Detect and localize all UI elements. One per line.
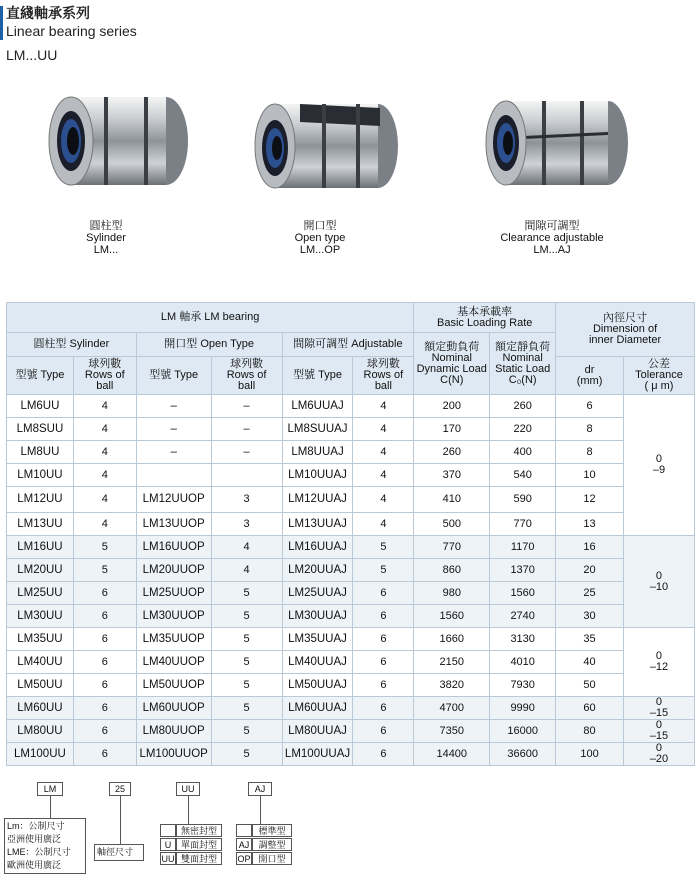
cell-sylinder-rows: 4: [73, 464, 136, 487]
product-clearance-adjustable: [462, 86, 642, 256]
cell-adjustable-rows: 4: [353, 487, 414, 513]
rows-en1: Rows of: [84, 369, 125, 381]
cell-static-load: 590: [490, 487, 556, 513]
type-code: AJ: [236, 838, 252, 851]
header-type: 型號 Type: [7, 357, 74, 395]
header-type: 型號 Type: [282, 357, 353, 395]
table-row: [7, 743, 695, 766]
cell-dynamic-load: 980: [414, 582, 490, 605]
cell-adjustable-type: LM25UUAJ: [282, 582, 353, 605]
seal-desc: 單面封型: [176, 838, 222, 851]
product-name-cn: 間隙可調型: [524, 220, 580, 232]
cell-tolerance: [623, 720, 694, 743]
cell-open-rows: 5: [211, 651, 282, 674]
type-code: [236, 824, 252, 837]
cell-dynamic-load: 500: [414, 513, 490, 536]
cell-tolerance: [623, 697, 694, 720]
group-dimension: [556, 303, 695, 357]
table-row: [7, 487, 695, 513]
tolerance-lower: –15: [649, 730, 669, 742]
cell-sylinder-type: LM8UU: [7, 441, 74, 464]
header-rows: [211, 357, 282, 395]
cell-sylinder-type: LM12UU: [7, 487, 74, 513]
cell-tolerance: [623, 536, 694, 628]
product-sylinder: [16, 86, 196, 256]
cell-sylinder-rows: 5: [73, 536, 136, 559]
cell-sylinder-rows: 6: [73, 605, 136, 628]
tol-en: Tolerance: [635, 369, 683, 381]
cell-adjustable-rows: 6: [353, 697, 414, 720]
cell-dynamic-load: 1660: [414, 628, 490, 651]
header-rows: [73, 357, 136, 395]
cell-open-rows: 5: [211, 720, 282, 743]
connector-line: [120, 796, 121, 844]
tolerance-lower: –20: [649, 753, 669, 765]
dyn-cn: 額定動負荷: [424, 340, 480, 353]
cell-dynamic-load: 770: [414, 536, 490, 559]
cell-open-rows: –: [211, 395, 282, 418]
cell-adjustable-type: LM80UUAJ: [282, 720, 353, 743]
table-row: [7, 513, 695, 536]
cell-open-rows: 5: [211, 605, 282, 628]
cell-adjustable-type: LM40UUAJ: [282, 651, 353, 674]
cell-inner-diameter: 25: [556, 582, 624, 605]
table-row: [7, 464, 695, 487]
cell-sylinder-rows: 4: [73, 513, 136, 536]
cell-open-rows: 5: [211, 743, 282, 766]
cell-static-load: 3130: [490, 628, 556, 651]
cell-open-rows: 3: [211, 487, 282, 513]
cell-sylinder-rows: 6: [73, 720, 136, 743]
size-explanation: 軸徑尺寸: [94, 844, 144, 861]
cell-sylinder-rows: 4: [73, 395, 136, 418]
tolerance-lower: –12: [649, 661, 669, 673]
header-rows: [353, 357, 414, 395]
model-series: LM...UU: [6, 47, 58, 63]
cell-sylinder-rows: 4: [73, 487, 136, 513]
cell-static-load: 2740: [490, 605, 556, 628]
rows-en1: Rows of: [226, 369, 267, 381]
cell-static-load: 1170: [490, 536, 556, 559]
table-row: [7, 605, 695, 628]
product-name-en: Clearance adjustable: [500, 232, 604, 244]
tag-uu: UU: [176, 782, 200, 796]
connector-line: [50, 796, 51, 818]
cell-sylinder-type: LM13UU: [7, 513, 74, 536]
model-code-legend: [0, 782, 700, 882]
cell-adjustable-rows: 6: [353, 674, 414, 697]
cell-tolerance: [623, 395, 694, 536]
connector-line: [188, 796, 189, 824]
group-load-en: Basic Loading Rate: [436, 316, 533, 329]
header-static-load: [490, 333, 556, 395]
header-tolerance: [623, 357, 694, 395]
seal-code: [160, 824, 176, 837]
cell-inner-diameter: 40: [556, 651, 624, 674]
cell-open-type: LM12UUOP: [136, 487, 211, 513]
rows-cn: 球列數: [366, 358, 400, 370]
cell-open-type: LM50UUOP: [136, 674, 211, 697]
cell-static-load: 260: [490, 395, 556, 418]
cell-inner-diameter: 13: [556, 513, 624, 536]
cell-inner-diameter: 50: [556, 674, 624, 697]
header-dynamic-load: [414, 333, 490, 395]
table-row: [7, 536, 695, 559]
cell-adjustable-type: LM35UUAJ: [282, 628, 353, 651]
cell-sylinder-rows: 6: [73, 651, 136, 674]
rows-en1: Rows of: [363, 369, 404, 381]
tolerance-upper: 0: [655, 742, 663, 754]
lm-line: 歐洲使用廣泛: [7, 860, 62, 870]
cell-inner-diameter: 12: [556, 487, 624, 513]
table-row: [7, 674, 695, 697]
tolerance-lower: –15: [649, 707, 669, 719]
cell-dynamic-load: 4700: [414, 697, 490, 720]
cell-sylinder-type: LM25UU: [7, 582, 74, 605]
cell-sylinder-type: LM30UU: [7, 605, 74, 628]
cell-adjustable-rows: 4: [353, 395, 414, 418]
cell-open-type: LM100UUOP: [136, 743, 211, 766]
cell-static-load: 220: [490, 418, 556, 441]
product-code: LM...AJ: [533, 244, 571, 256]
cell-adjustable-type: LM10UUAJ: [282, 464, 353, 487]
cell-sylinder-type: LM100UU: [7, 743, 74, 766]
cell-inner-diameter: 80: [556, 720, 624, 743]
seal-desc: 雙面封型: [176, 852, 222, 865]
group-basic-loading: [414, 303, 556, 333]
table-row: [7, 628, 695, 651]
seal-code: UU: [161, 854, 175, 864]
cell-adjustable-type: LM100UUAJ: [282, 743, 353, 766]
cell-sylinder-rows: 6: [73, 674, 136, 697]
cell-sylinder-type: LM35UU: [7, 628, 74, 651]
header-type: 型號 Type: [136, 357, 211, 395]
sta-en1: Nominal: [502, 351, 543, 364]
sta-en2: Static Load: [495, 362, 551, 375]
product-open-type: [230, 86, 410, 256]
cell-dynamic-load: 410: [414, 487, 490, 513]
dyn-en1: Nominal: [431, 351, 472, 364]
cell-dynamic-load: 3820: [414, 674, 490, 697]
cell-open-rows: 3: [211, 513, 282, 536]
cell-adjustable-rows: 5: [353, 559, 414, 582]
product-name-cn: 開口型: [303, 220, 337, 232]
tolerance-upper: 0: [655, 569, 663, 582]
sub-open: 開口型 Open Type: [136, 333, 282, 357]
cell-adjustable-type: LM12UUAJ: [282, 487, 353, 513]
cell-open-type: [136, 464, 211, 487]
page-header: [6, 4, 137, 64]
cell-dynamic-load: 1560: [414, 605, 490, 628]
cell-open-rows: 5: [211, 628, 282, 651]
cell-adjustable-type: LM16UUAJ: [282, 536, 353, 559]
cell-inner-diameter: 6: [556, 395, 624, 418]
cell-adjustable-rows: 5: [353, 536, 414, 559]
cell-tolerance: [623, 743, 694, 766]
cell-adjustable-type: LM50UUAJ: [282, 674, 353, 697]
lm-line: LME：公制尺寸: [7, 847, 71, 857]
table-row: [7, 418, 695, 441]
sta-cn: 額定靜負荷: [495, 340, 551, 353]
cell-inner-diameter: 100: [556, 743, 624, 766]
lm-explanation: [4, 818, 86, 874]
product-name-en: Open type: [294, 232, 346, 244]
cell-open-rows: [211, 464, 282, 487]
sta-unit: C₀(N): [508, 373, 537, 386]
table-row: [7, 697, 695, 720]
group-dim-en1: Dimension of: [592, 323, 658, 335]
cell-open-type: LM20UUOP: [136, 559, 211, 582]
cell-adjustable-rows: 4: [353, 464, 414, 487]
group-lm-bearing: LM 軸承 LM bearing: [7, 303, 414, 333]
dr-unit: (mm): [576, 374, 603, 387]
specification-table: [6, 302, 695, 766]
cell-dynamic-load: 860: [414, 559, 490, 582]
cell-static-load: 540: [490, 464, 556, 487]
cell-dynamic-load: 370: [414, 464, 490, 487]
group-dim-cn: 內徑尺寸: [603, 312, 648, 324]
cell-adjustable-rows: 6: [353, 651, 414, 674]
cell-sylinder-rows: 4: [73, 441, 136, 464]
cell-sylinder-rows: 6: [73, 582, 136, 605]
product-name-en: Sylinder: [86, 232, 126, 244]
cell-sylinder-type: LM40UU: [7, 651, 74, 674]
accent-bar: [0, 6, 3, 40]
cell-open-rows: –: [211, 418, 282, 441]
rows-en2: ball: [238, 380, 256, 392]
cell-adjustable-type: LM8SUUAJ: [282, 418, 353, 441]
cell-sylinder-type: LM60UU: [7, 697, 74, 720]
rows-cn: 球列數: [230, 358, 264, 370]
cell-static-load: 1560: [490, 582, 556, 605]
cell-sylinder-type: LM8SUU: [7, 418, 74, 441]
product-code: LM...OP: [299, 244, 341, 256]
cell-static-load: 16000: [490, 720, 556, 743]
cell-dynamic-load: 170: [414, 418, 490, 441]
tolerance-upper: 0: [655, 696, 663, 708]
cell-adjustable-rows: 6: [353, 743, 414, 766]
cell-inner-diameter: 60: [556, 697, 624, 720]
table-row: [7, 441, 695, 464]
seal-desc: 無密封型: [176, 824, 222, 837]
cell-inner-diameter: 10: [556, 464, 624, 487]
table-row: [7, 720, 695, 743]
cell-static-load: 770: [490, 513, 556, 536]
bearing-image-sylinder: [16, 86, 196, 196]
cell-sylinder-type: LM10UU: [7, 464, 74, 487]
cell-adjustable-type: LM60UUAJ: [282, 697, 353, 720]
cell-adjustable-type: LM20UUAJ: [282, 559, 353, 582]
title-english: Linear bearing series: [6, 23, 137, 39]
cell-inner-diameter: 16: [556, 536, 624, 559]
cell-open-type: LM40UUOP: [136, 651, 211, 674]
type-code: OP: [237, 854, 251, 864]
cell-sylinder-type: LM16UU: [7, 536, 74, 559]
tol-unit: ( μ m): [644, 380, 674, 392]
tolerance-lower: –10: [649, 580, 669, 593]
cell-open-type: –: [136, 418, 211, 441]
cell-open-rows: 5: [211, 582, 282, 605]
cell-sylinder-type: LM80UU: [7, 720, 74, 743]
seal-code: U: [160, 838, 176, 851]
cell-open-rows: 4: [211, 536, 282, 559]
tag-lm: LM: [37, 782, 63, 796]
rows-en2: ball: [96, 380, 114, 392]
cell-adjustable-rows: 6: [353, 582, 414, 605]
group-dim-en2: inner Diameter: [588, 334, 662, 346]
tolerance-lower: –9: [652, 464, 666, 476]
cell-adjustable-type: LM30UUAJ: [282, 605, 353, 628]
cell-adjustable-type: LM13UUAJ: [282, 513, 353, 536]
type-desc: 開口型: [252, 852, 292, 865]
rows-cn: 球列數: [88, 358, 122, 370]
cell-adjustable-rows: 6: [353, 720, 414, 743]
cell-open-type: LM60UUOP: [136, 697, 211, 720]
cell-open-rows: 5: [211, 697, 282, 720]
cell-static-load: 400: [490, 441, 556, 464]
connector-line: [260, 796, 261, 824]
cell-inner-diameter: 8: [556, 441, 624, 464]
group-load-cn: 基本承載率: [457, 305, 513, 318]
cell-inner-diameter: 30: [556, 605, 624, 628]
cell-static-load: 1370: [490, 559, 556, 582]
cell-open-type: LM35UUOP: [136, 628, 211, 651]
cell-sylinder-rows: 5: [73, 559, 136, 582]
cell-sylinder-type: LM20UU: [7, 559, 74, 582]
type-desc: 調整型: [252, 838, 292, 851]
bearing-image-adjustable: [462, 86, 642, 196]
tolerance-upper: 0: [655, 719, 663, 731]
tol-cn: 公差: [647, 358, 670, 370]
lm-line: 亞洲使用廣泛: [7, 834, 62, 844]
cell-open-type: LM13UUOP: [136, 513, 211, 536]
title-chinese: 直綫軸承系列: [6, 5, 90, 21]
cell-open-type: LM30UUOP: [136, 605, 211, 628]
table-row: [7, 582, 695, 605]
tolerance-upper: 0: [655, 650, 663, 662]
cell-open-rows: 4: [211, 559, 282, 582]
rows-en2: ball: [374, 380, 392, 392]
cell-dynamic-load: 200: [414, 395, 490, 418]
cell-open-type: LM80UUOP: [136, 720, 211, 743]
header-dr: [556, 357, 624, 395]
sub-adjustable: 間隙可調型 Adjustable: [282, 333, 414, 357]
cell-dynamic-load: 2150: [414, 651, 490, 674]
cell-static-load: 7930: [490, 674, 556, 697]
table-row: [7, 395, 695, 418]
type-desc: 標準型: [252, 824, 292, 837]
cell-sylinder-rows: 6: [73, 697, 136, 720]
bearing-image-open: [230, 86, 410, 196]
cell-dynamic-load: 260: [414, 441, 490, 464]
lm-line: Lm：公制尺寸: [7, 821, 65, 831]
tag-25: 25: [109, 782, 131, 796]
cell-adjustable-rows: 6: [353, 605, 414, 628]
table-row: [7, 559, 695, 582]
cell-tolerance: [623, 628, 694, 697]
cell-sylinder-rows: 6: [73, 628, 136, 651]
cell-open-type: LM16UUOP: [136, 536, 211, 559]
cell-inner-diameter: 20: [556, 559, 624, 582]
cell-adjustable-rows: 4: [353, 441, 414, 464]
cell-adjustable-type: LM6UUAJ: [282, 395, 353, 418]
cell-open-rows: 5: [211, 674, 282, 697]
sub-sylinder: 圓柱型 Sylinder: [7, 333, 137, 357]
dr-label: dr: [584, 363, 595, 376]
product-gallery: [0, 86, 700, 266]
cell-static-load: 9990: [490, 697, 556, 720]
cell-open-rows: –: [211, 441, 282, 464]
cell-sylinder-rows: 6: [73, 743, 136, 766]
cell-dynamic-load: 7350: [414, 720, 490, 743]
cell-sylinder-rows: 4: [73, 418, 136, 441]
table-row: [7, 651, 695, 674]
cell-static-load: 4010: [490, 651, 556, 674]
product-name-cn: 圓柱型: [89, 220, 123, 232]
cell-adjustable-type: LM8UUAJ: [282, 441, 353, 464]
cell-open-type: –: [136, 395, 211, 418]
dyn-unit: C(N): [440, 373, 464, 386]
cell-sylinder-type: LM50UU: [7, 674, 74, 697]
tag-aj: AJ: [248, 782, 272, 796]
cell-inner-diameter: 35: [556, 628, 624, 651]
cell-inner-diameter: 8: [556, 418, 624, 441]
cell-adjustable-rows: 4: [353, 418, 414, 441]
product-code: LM...: [93, 244, 119, 256]
cell-dynamic-load: 14400: [414, 743, 490, 766]
cell-static-load: 36600: [490, 743, 556, 766]
tolerance-upper: 0: [655, 453, 663, 465]
cell-open-type: LM25UUOP: [136, 582, 211, 605]
cell-adjustable-rows: 4: [353, 513, 414, 536]
cell-open-type: –: [136, 441, 211, 464]
cell-sylinder-type: LM6UU: [7, 395, 74, 418]
dyn-en2: Dynamic Load: [416, 362, 487, 375]
cell-adjustable-rows: 6: [353, 628, 414, 651]
